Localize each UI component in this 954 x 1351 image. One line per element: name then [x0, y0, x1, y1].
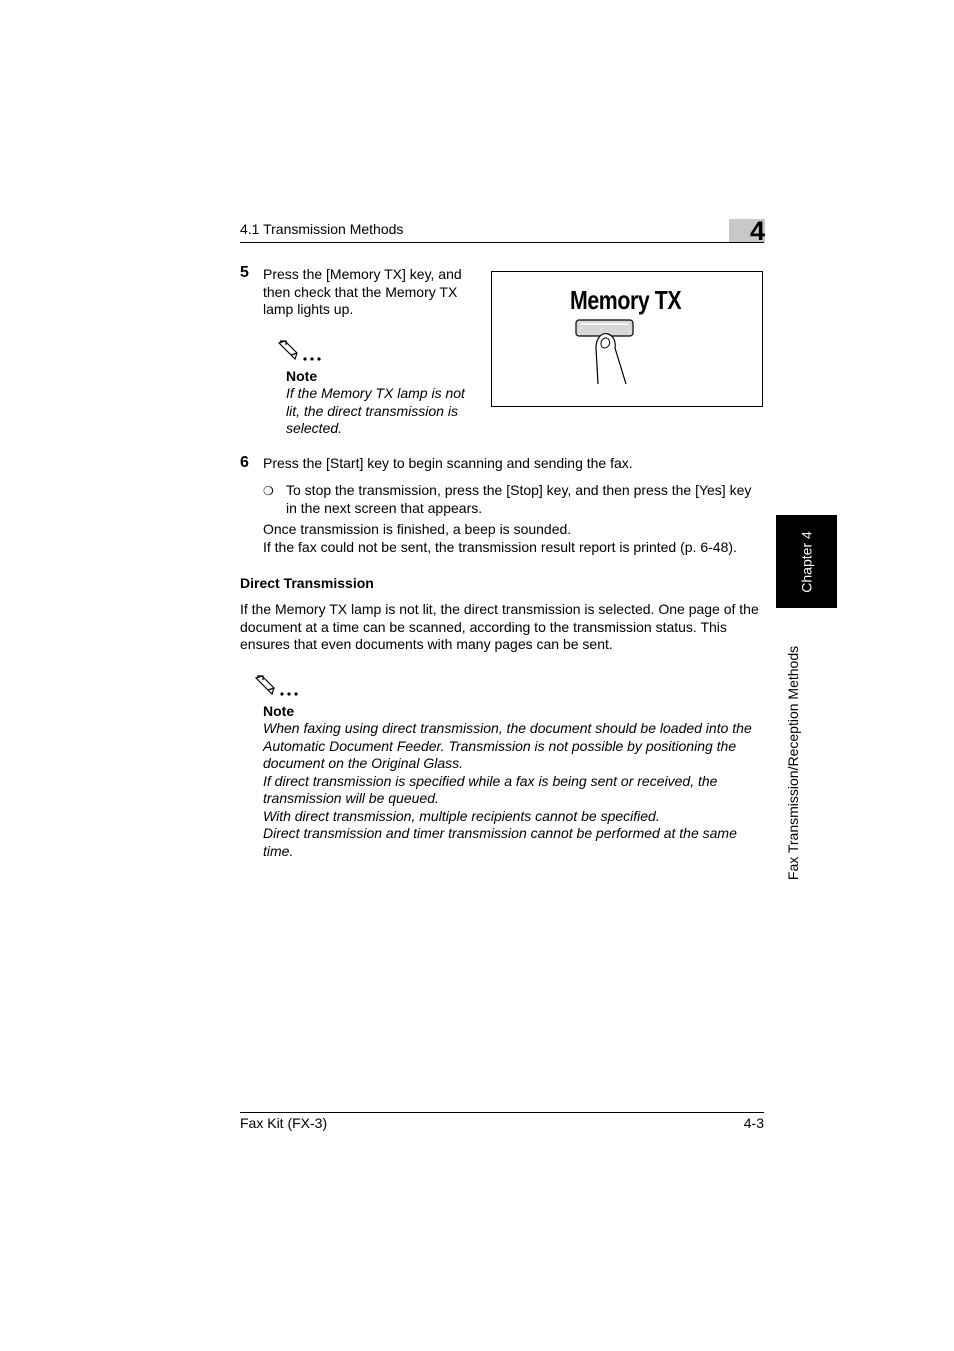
hollow-circle-bullet-icon: ❍ — [263, 484, 274, 498]
pencil-note-icon — [254, 674, 302, 700]
step-6-result-line: Once transmission is finished, a beep is sounded. — [263, 521, 572, 537]
step-5-note-text — [286, 385, 465, 438]
direct-transmission-paragraph — [240, 601, 759, 654]
direct-note-line: With direct transmission, multiple recipients cannot be specified. — [263, 807, 660, 824]
footer-divider — [240, 1112, 764, 1113]
direct-note-line: transmission will be queued. — [263, 790, 439, 806]
pencil-note-icon — [277, 339, 325, 365]
section-tab-label-wrap — [776, 620, 810, 905]
step-6-result-text — [263, 521, 737, 556]
direct-paragraph-line: If the Memory TX lamp is not lit, the direct transmission is selected. One page of the — [240, 601, 759, 617]
step-6-bullet-text — [286, 482, 751, 517]
direct-note-line: When faxing using direct transmission, the document should be loaded into the — [263, 720, 752, 736]
direct-note-text — [263, 720, 752, 860]
direct-note-line: Automatic Document Feeder. Transmission is not possible by positioning the — [263, 737, 737, 754]
step-6-bullet-line: To stop the transmission, press the [Stop] key, and then press the [Yes] key — [286, 482, 752, 498]
step-5-note-line: lit, the direct transmission is — [286, 402, 458, 419]
step-6-result-line: If the fax could not be sent, the transmission result report is printed (p. 6-48). — [263, 538, 737, 555]
section-tab-label: Fax Transmission/Reception Methods — [785, 645, 801, 880]
step-5-number: 5 — [240, 264, 249, 281]
step-5-text — [263, 266, 462, 319]
direct-note-label: Note — [263, 703, 295, 719]
header-divider — [240, 242, 764, 243]
header-section-title: 4.1 Transmission Methods — [240, 221, 404, 237]
step-5-note-line: If the Memory TX lamp is not — [286, 385, 465, 401]
memory-tx-key-label: Memory TX — [570, 285, 682, 315]
finger-pressing-key-icon — [572, 318, 638, 388]
step-5-line: then check that the Memory TX — [263, 283, 458, 300]
step-6-text: Press the [Start] key to begin scanning and sending the fax. — [263, 455, 633, 471]
direct-note-line: time. — [263, 842, 294, 859]
direct-paragraph-line: ensures that even documents with many pages can be sent. — [240, 636, 613, 652]
footer-page-number: 4-3 — [743, 1115, 764, 1131]
step-6-bullet-line: in the next screen that appears. — [286, 499, 483, 516]
direct-note-line: document on the Original Glass. — [263, 755, 463, 771]
direct-transmission-heading: Direct Transmission — [240, 575, 374, 591]
step-5-note-line: selected. — [286, 420, 343, 436]
direct-paragraph-line: document at a time can be scanned, according to the transmission status. This — [240, 618, 727, 635]
chapter-tab-label-wrap — [776, 515, 837, 608]
footer-product-name: Fax Kit (FX-3) — [240, 1115, 328, 1131]
direct-note-line: If direct transmission is specified while a fax is being sent or received, the — [263, 772, 718, 789]
step-5-line: lamp lights up. — [263, 301, 354, 317]
chapter-number: 4 — [749, 216, 765, 246]
direct-note-line: Direct transmission and timer transmission cannot be performed at the same — [263, 825, 737, 841]
step-5-note-label: Note — [286, 368, 318, 384]
step-5-line: Press the [Memory TX] key, and — [263, 266, 462, 282]
step-6-number: 6 — [240, 454, 249, 471]
chapter-tab-label: Chapter 4 — [798, 530, 815, 593]
